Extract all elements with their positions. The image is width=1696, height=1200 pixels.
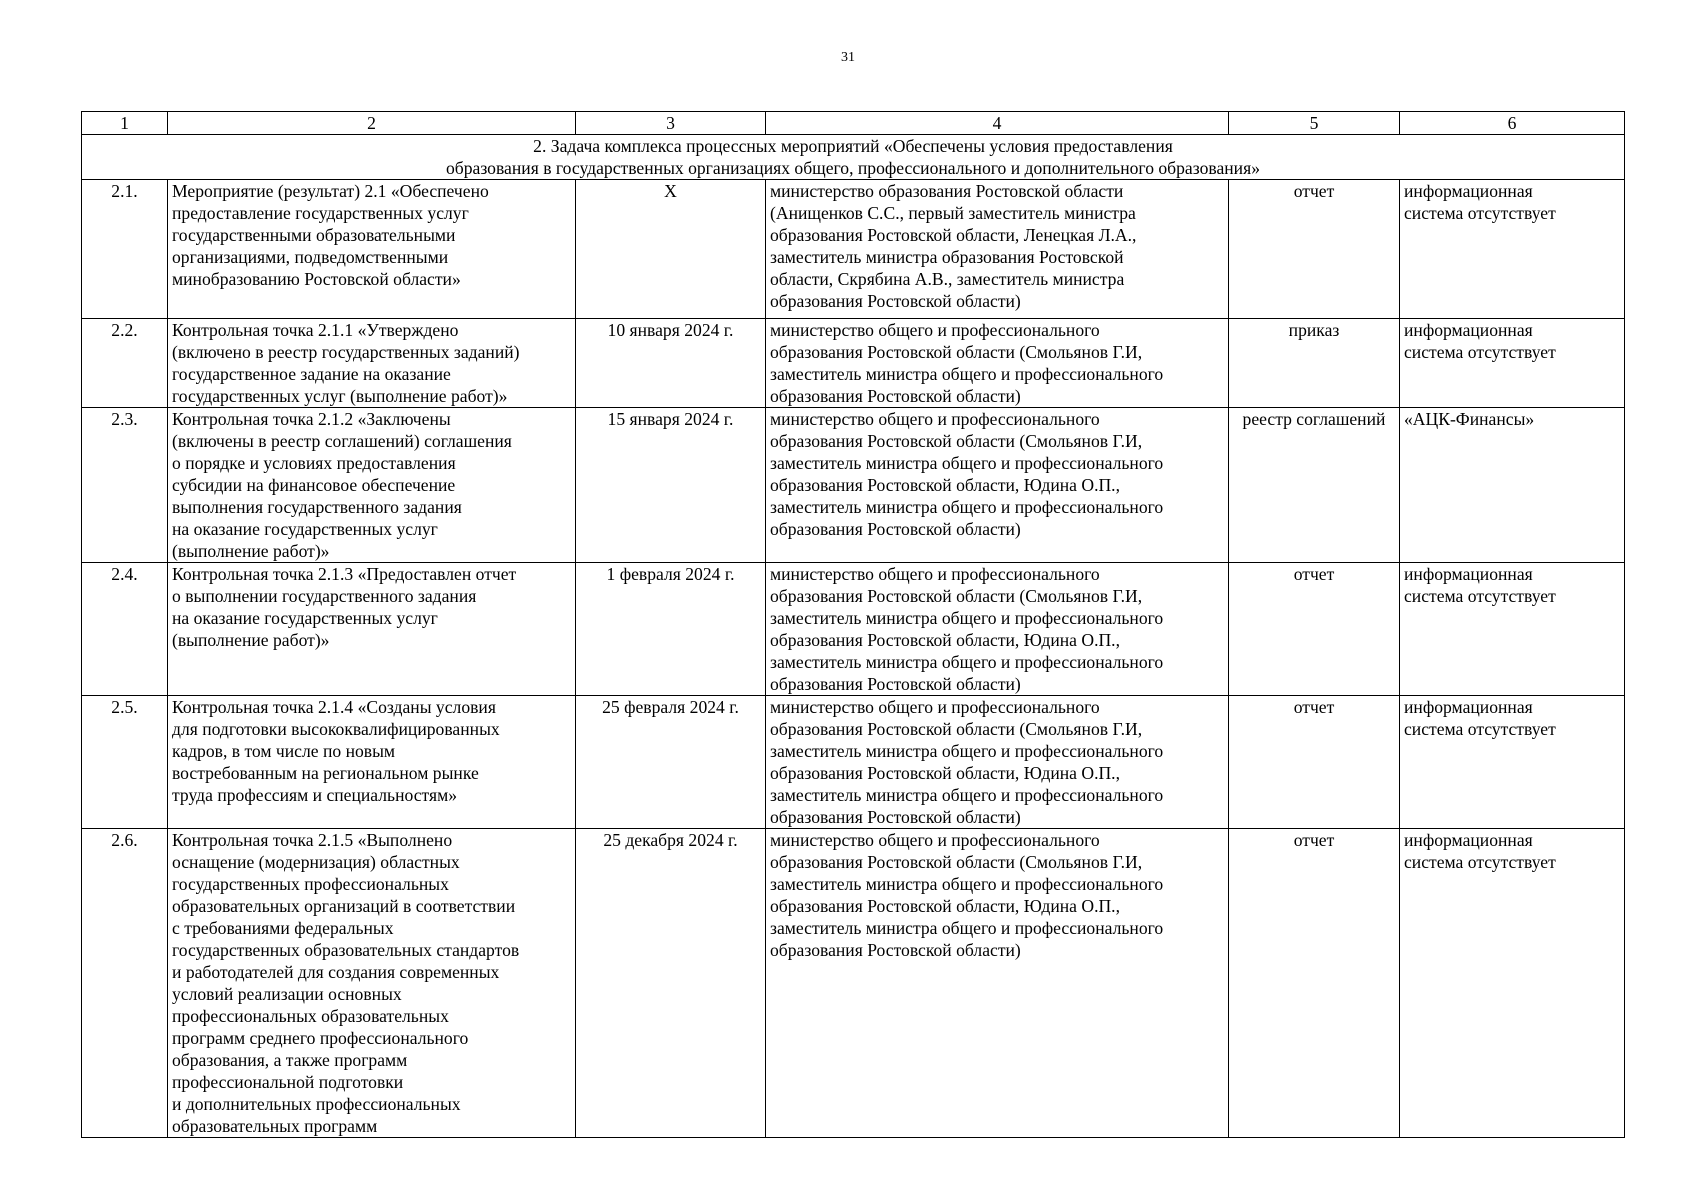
text-line: государственных профессиональных: [172, 874, 449, 894]
text-line: министерство образования Ростовской области: [770, 181, 1124, 201]
deadline-date: 15 января 2024 г.: [576, 408, 766, 563]
confirming-document: реестр соглашений: [1229, 408, 1400, 563]
text-line: образования Ростовской области (Смольянов Г.И,: [770, 852, 1143, 872]
text-line: Контрольная точка 2.1.4 «Созданы условия: [172, 697, 496, 717]
activity-name: [168, 319, 576, 408]
activity-name: [168, 180, 576, 319]
text-line: система отсутствует: [1404, 586, 1556, 606]
text-line: образовательных программ: [172, 1116, 378, 1136]
information-system: [1400, 696, 1625, 829]
text-line: заместитель министра общего и профессионального: [770, 918, 1164, 938]
text-line: министерство общего и профессионального: [770, 564, 1100, 584]
text-line: образования Ростовской области): [770, 386, 1021, 406]
column-header: 6: [1400, 112, 1625, 135]
confirming-document: приказ: [1229, 319, 1400, 408]
text-line: с требованиями федеральных: [172, 918, 394, 938]
activity-name: [168, 829, 576, 1138]
text-line: и дополнительных профессиональных: [172, 1094, 461, 1114]
text-line: образования Ростовской области, Юдина О.П.,: [770, 896, 1120, 916]
column-header: 2: [168, 112, 576, 135]
table-row: [82, 696, 1625, 829]
text-line: образования Ростовской области (Смольянов Г.И,: [770, 586, 1143, 606]
deadline-date: Х: [576, 180, 766, 319]
text-line: система отсутствует: [1404, 719, 1556, 739]
row-number: 2.3.: [82, 408, 168, 563]
responsible-executor: [766, 319, 1229, 408]
text-line: условий реализации основных: [172, 984, 402, 1004]
text-line: министерство общего и профессионального: [770, 320, 1100, 340]
responsible-executor: [766, 563, 1229, 696]
text-line: информационная: [1404, 564, 1533, 584]
text-line: оснащение (модернизация) областных: [172, 852, 460, 872]
information-system: [1400, 829, 1625, 1138]
deadline-date: 25 декабря 2024 г.: [576, 829, 766, 1138]
activity-name: [168, 696, 576, 829]
text-line: образования Ростовской области, Юдина О.П.,: [770, 630, 1120, 650]
text-line: система отсутствует: [1404, 852, 1556, 872]
responsible-executor: [766, 829, 1229, 1138]
task-title-line: 2. Задача комплекса процессных мероприятий «Обеспечены условия предоставления: [533, 136, 1173, 156]
text-line: выполнения государственного задания: [172, 497, 462, 517]
text-line: государственное задание на оказание: [172, 364, 451, 384]
text-line: Контрольная точка 2.1.1 «Утверждено: [172, 320, 459, 340]
text-line: министерство общего и профессионального: [770, 830, 1100, 850]
text-line: система отсутствует: [1404, 203, 1556, 223]
text-line: о выполнении государственного задания: [172, 586, 477, 606]
page-number: 31: [841, 50, 855, 65]
text-line: «АЦК-Финансы»: [1404, 409, 1535, 429]
information-system: [1400, 408, 1625, 563]
text-line: образования Ростовской области): [770, 519, 1021, 539]
text-line: (выполнение работ)»: [172, 541, 330, 561]
table-row: [82, 319, 1625, 408]
text-line: Контрольная точка 2.1.2 «Заключены: [172, 409, 451, 429]
text-line: организациями, подведомственными: [172, 247, 449, 267]
task-title-row: [82, 135, 1625, 180]
confirming-document: отчет: [1229, 829, 1400, 1138]
text-line: области, Скрябина А.В., заместитель министра: [770, 269, 1125, 289]
text-line: образования Ростовской области (Смольянов Г.И,: [770, 342, 1143, 362]
text-line: образования Ростовской области): [770, 807, 1021, 827]
column-header: 3: [576, 112, 766, 135]
deadline-date: 25 февраля 2024 г.: [576, 696, 766, 829]
text-line: заместитель министра общего и профессионального: [770, 785, 1164, 805]
deadline-date: 1 февраля 2024 г.: [576, 563, 766, 696]
text-line: кадров, в том числе по новым: [172, 741, 396, 761]
activities-table: [81, 111, 1625, 1138]
text-line: образовательных организаций в соответствии: [172, 896, 516, 916]
row-number: 2.5.: [82, 696, 168, 829]
text-line: (Анищенков С.С., первый заместитель министра: [770, 203, 1136, 223]
text-line: заместитель министра образования Ростовской: [770, 247, 1124, 267]
row-number: 2.1.: [82, 180, 168, 319]
text-line: Контрольная точка 2.1.5 «Выполнено: [172, 830, 453, 850]
table-row: [82, 563, 1625, 696]
text-line: образования Ростовской области, Юдина О.П.,: [770, 763, 1120, 783]
text-line: образования Ростовской области (Смольянов Г.И,: [770, 719, 1143, 739]
text-line: (включены в реестр соглашений) соглашения: [172, 431, 512, 451]
text-line: на оказание государственных услуг: [172, 608, 438, 628]
text-line: заместитель министра общего и профессионального: [770, 652, 1164, 672]
text-line: государственных образовательных стандартов: [172, 940, 520, 960]
confirming-document: отчет: [1229, 696, 1400, 829]
text-line: труда профессиям и специальностям»: [172, 785, 458, 805]
text-line: образования Ростовской области): [770, 940, 1021, 960]
text-line: о порядке и условиях предоставления: [172, 453, 456, 473]
text-line: заместитель министра общего и профессионального: [770, 874, 1164, 894]
text-line: и работодателей для создания современных: [172, 962, 500, 982]
text-line: образования, а также программ: [172, 1050, 408, 1070]
responsible-executor: [766, 696, 1229, 829]
text-line: министерство общего и профессионального: [770, 697, 1100, 717]
table-row: [82, 180, 1625, 319]
text-line: заместитель министра общего и профессионального: [770, 453, 1164, 473]
activity-name: [168, 408, 576, 563]
text-line: образования Ростовской области): [770, 674, 1021, 694]
text-line: заместитель министра общего и профессионального: [770, 497, 1164, 517]
text-line: заместитель министра общего и профессионального: [770, 608, 1164, 628]
responsible-executor: [766, 180, 1229, 319]
text-line: информационная: [1404, 181, 1533, 201]
text-line: профессиональных образовательных: [172, 1006, 449, 1026]
text-line: для подготовки высококвалифицированных: [172, 719, 500, 739]
text-line: на оказание государственных услуг: [172, 519, 438, 539]
text-line: (выполнение работ)»: [172, 630, 330, 650]
task-title: [82, 135, 1625, 180]
confirming-document: отчет: [1229, 180, 1400, 319]
row-number: 2.4.: [82, 563, 168, 696]
text-line: система отсутствует: [1404, 342, 1556, 362]
text-line: заместитель министра общего и профессионального: [770, 741, 1164, 761]
text-line: информационная: [1404, 320, 1533, 340]
text-line: государственных услуг (выполнение работ)»: [172, 386, 508, 406]
text-line: минобразованию Ростовской области»: [172, 269, 461, 289]
row-number: 2.2.: [82, 319, 168, 408]
text-line: информационная: [1404, 697, 1533, 717]
column-header: 4: [766, 112, 1229, 135]
activity-name: [168, 563, 576, 696]
text-line: программ среднего профессионального: [172, 1028, 469, 1048]
responsible-executor: [766, 408, 1229, 563]
information-system: [1400, 563, 1625, 696]
text-line: востребованным на региональном рынке: [172, 763, 479, 783]
information-system: [1400, 319, 1625, 408]
column-number-row: [82, 112, 1625, 135]
confirming-document: отчет: [1229, 563, 1400, 696]
text-line: Контрольная точка 2.1.3 «Предоставлен отчет: [172, 564, 517, 584]
text-line: образования Ростовской области, Ленецкая Л.А.,: [770, 225, 1137, 245]
text-line: информационная: [1404, 830, 1533, 850]
text-line: образования Ростовской области, Юдина О.П.,: [770, 475, 1120, 495]
text-line: заместитель министра общего и профессионального: [770, 364, 1164, 384]
text-line: профессиональной подготовки: [172, 1072, 404, 1092]
row-number: 2.6.: [82, 829, 168, 1138]
text-line: субсидии на финансовое обеспечение: [172, 475, 456, 495]
text-line: образования Ростовской области): [770, 291, 1021, 311]
text-line: министерство общего и профессионального: [770, 409, 1100, 429]
text-line: Мероприятие (результат) 2.1 «Обеспечено: [172, 181, 489, 201]
text-line: образования Ростовской области (Смольянов Г.И,: [770, 431, 1143, 451]
table-row: [82, 829, 1625, 1138]
text-line: предоставление государственных услуг: [172, 203, 469, 223]
task-title-line: образования в государственных организациях общего, профессионального и дополнительного образования»: [445, 158, 1260, 178]
column-header: 5: [1229, 112, 1400, 135]
column-header: 1: [82, 112, 168, 135]
text-line: государственными образовательными: [172, 225, 456, 245]
text-line: (включено в реестр государственных заданий): [172, 342, 520, 362]
deadline-date: 10 января 2024 г.: [576, 319, 766, 408]
information-system: [1400, 180, 1625, 319]
table-row: [82, 408, 1625, 563]
